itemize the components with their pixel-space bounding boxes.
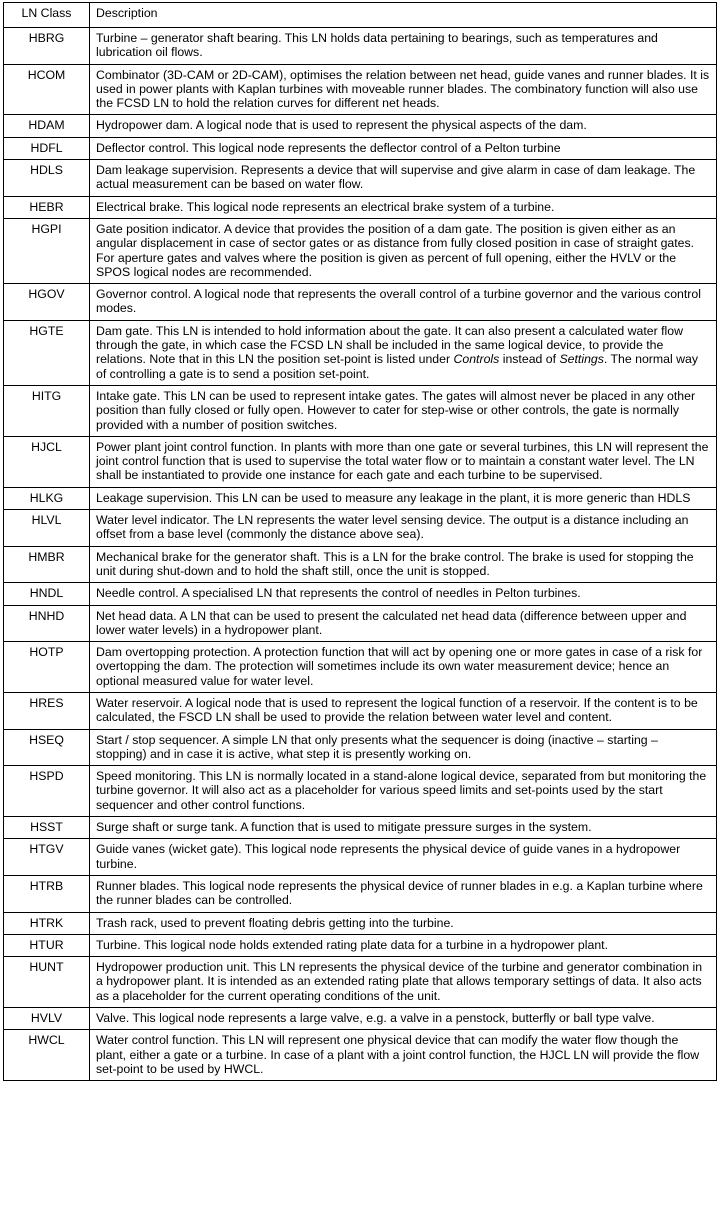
description-text: Deflector control. This logical node represents the deflector control of a Pelton turbine: [96, 140, 561, 155]
table-row: [4, 64, 717, 115]
description-text: Electrical brake. This logical node represents an electrical brake system of a turbine.: [96, 199, 555, 214]
description-text: Intake gate. This LN can be used to represent intake gates. The gates will almost never be placed in any other position than fully closed or fully open. However to cater for step-wise or other controls, the gate is normally provided with a number of position switches.: [96, 388, 696, 432]
ln-class-table: [3, 2, 717, 1081]
ln-class-cell: HNDL: [4, 583, 90, 605]
table-body: [4, 28, 717, 1081]
table-row: [4, 385, 717, 436]
ln-class-cell: HGOV: [4, 284, 90, 321]
header-description: Description: [90, 3, 717, 28]
table-row: [4, 196, 717, 218]
table-row: [4, 817, 717, 839]
ln-class-cell: HLVL: [4, 510, 90, 547]
description-italic-term: Controls: [453, 352, 500, 367]
header-ln-class: LN Class: [4, 3, 90, 28]
description-text: Surge shaft or surge tank. A function that is used to mitigate pressure surges in the system.: [96, 820, 592, 835]
table-row: [4, 692, 717, 729]
table-row: [4, 934, 717, 956]
ln-class-cell: HSPD: [4, 766, 90, 817]
description-text: Water level indicator. The LN represents the water level sensing device. The output is a distance including an offset from a base level (commonly the distance above sea).: [96, 513, 689, 542]
table-row: [4, 1008, 717, 1030]
description-text: Runner blades. This logical node represents the physical device of runner blades in e.g. a Kaplan turbine where the runner blades can be controlled.: [96, 878, 703, 908]
table-row: [4, 28, 717, 65]
description-text: Needle control. A specialised LN that represents the control of needles in Pelton turbines.: [96, 586, 581, 601]
ln-class-cell: HDLS: [4, 160, 90, 197]
table-row: [4, 839, 717, 876]
description-cell: [90, 137, 717, 159]
description-cell: [90, 729, 717, 766]
table-row: [4, 487, 717, 509]
description-text: Dam gate. This LN is intended to hold information about the gate. It can also present a calculated water flow through the gate, in which case the FCSD LN shall be included in the same logical device, to provide the relations. Note that in this LN the position set-point is listed under: [96, 323, 683, 367]
ln-class-cell: HWCL: [4, 1030, 90, 1081]
ln-class-cell: HRES: [4, 692, 90, 729]
description-cell: [90, 28, 717, 65]
description-cell: [90, 817, 717, 839]
description-cell: [90, 218, 717, 283]
table-row: [4, 137, 717, 159]
description-text: Net head data. A LN that can be used to present the calculated net head data (difference between upper and lower water levels) in a hydropower plant.: [96, 608, 687, 637]
description-text: Combinator (3D-CAM or 2D-CAM), optimises the relation between net head, guide vanes and runner blades. It is used in power plants with Kaplan turbines with moveable runner blades. The combinatory function will also use the FCSD LN to hold the relation curves for different net heads.: [96, 67, 710, 111]
description-text: Turbine. This logical node holds extended rating plate data for a turbine in a hydropower plant.: [96, 937, 609, 952]
description-cell: [90, 583, 717, 605]
table-row: [4, 510, 717, 547]
table-row: [4, 912, 717, 934]
ln-class-cell: HOTP: [4, 642, 90, 693]
description-text: Turbine – generator shaft bearing. This LN holds data pertaining to bearings, such as temperatures and lubrication oil flows.: [96, 31, 658, 60]
description-text: Governor control. A logical node that represents the overall control of a turbine governor and the various control modes.: [96, 287, 701, 316]
description-cell: [90, 510, 717, 547]
ln-class-cell: HGPI: [4, 218, 90, 283]
ln-class-cell: HSST: [4, 817, 90, 839]
description-cell: [90, 934, 717, 956]
description-text: Hydropower dam. A logical node that is used to represent the physical aspects of the dam.: [96, 118, 587, 133]
description-cell: [90, 115, 717, 137]
description-text: Start / stop sequencer. A simple LN that only presents what the sequencer is doing (inactive – starting – stopping) and in case it is active, what step it is presently working on.: [96, 732, 658, 761]
description-cell: [90, 912, 717, 934]
description-cell: [90, 692, 717, 729]
description-text: Hydropower production unit. This LN represents the physical device of the turbine and generator combination in a hydropower plant. It is intended as an extended rating plate that allows temporary settings of data. It also acts as a placeholder for the current operating conditions of the unit.: [96, 960, 703, 1003]
ln-class-cell: HEBR: [4, 196, 90, 218]
description-text: Speed monitoring. This LN is normally located in a stand-alone logical device, separated from but monitoring the turbine governor. It will also act as a placeholder for various speed limits and set-points used by the start sequencer and other control functions.: [96, 769, 707, 812]
ln-class-cell: HSEQ: [4, 729, 90, 766]
description-cell: [90, 546, 717, 583]
table-row: [4, 875, 717, 912]
table-row: [4, 1030, 717, 1081]
description-text: Mechanical brake for the generator shaft. This is a LN for the brake control. The brake is used for stopping the unit during shut-down and to hold the shaft still, once the unit is stopped.: [96, 549, 694, 578]
description-cell: [90, 160, 717, 197]
description-cell: [90, 64, 717, 115]
ln-class-cell: HBRG: [4, 28, 90, 65]
description-text: Valve. This logical node represents a large valve, e.g. a valve in a penstock, butterfly or ball type valve.: [96, 1011, 655, 1026]
table-row: [4, 436, 717, 487]
description-text: Dam leakage supervision. Represents a device that will supervise and give alarm in case of dam leakage. The actual measurement can be based on water flow.: [96, 163, 696, 192]
ln-class-cell: HVLV: [4, 1008, 90, 1030]
table-row: [4, 160, 717, 197]
description-cell: [90, 1030, 717, 1081]
description-text: Dam overtopping protection. A protection function that will act by opening one or more gates in case of a risk for overtopping the dam. The protection will sometimes include its own water measurement device; hence an optional measured value for water level.: [96, 645, 703, 688]
description-text: Power plant joint control function. In plants with more than one gate or several turbines, this LN will represent the joint control function that is used to supervise the total water flow or to maintain a constant water level. The LN shall be instantiated to provide one instance for each gate and each turbine to be supervised.: [96, 439, 709, 483]
ln-class-cell: HDAM: [4, 115, 90, 137]
ln-class-cell: HTRB: [4, 875, 90, 912]
ln-class-cell: HGTE: [4, 320, 90, 385]
ln-class-cell: HNHD: [4, 605, 90, 642]
description-cell: [90, 957, 717, 1008]
description-text: Water control function. This LN will represent one physical device that can modify the water flow though the plant, either a gate or a turbine. In case of a plant with a joint control function, the HJCL LN will provide the flow set-point to be used by HWCL.: [96, 1033, 700, 1076]
table-row: [4, 546, 717, 583]
description-text: Water reservoir. A logical node that is used to represent the logical function of a reservoir. If the content is to be calculated, the FSCD LN shall be used to provide the relation between water level and content.: [96, 695, 698, 725]
table-header-row: [4, 3, 717, 28]
description-text: Leakage supervision. This LN can be used to measure any leakage in the plant, it is more generic than HDLS: [96, 490, 691, 505]
description-text: Trash rack, used to prevent floating debris getting into the turbine.: [96, 915, 454, 930]
ln-class-cell: HDFL: [4, 137, 90, 159]
table-row: [4, 642, 717, 693]
description-text: . The normal way of controlling a gate is to send a position set-point.: [96, 352, 698, 381]
description-cell: [90, 436, 717, 487]
description-italic-term: Settings: [559, 352, 604, 367]
ln-class-cell: HJCL: [4, 436, 90, 487]
description-cell: [90, 642, 717, 693]
ln-class-cell: HITG: [4, 385, 90, 436]
ln-class-cell: HTUR: [4, 934, 90, 956]
description-text: Guide vanes (wicket gate). This logical node represents the physical device of guide vanes in a hydropower turbine.: [96, 842, 681, 871]
description-cell: [90, 1008, 717, 1030]
ln-class-cell: HCOM: [4, 64, 90, 115]
table-row: [4, 115, 717, 137]
table-row: [4, 284, 717, 321]
description-text: Gate position indicator. A device that provides the position of a dam gate. The position is given either as an angular displacement in case of sector gates or as distance from fully closed position in case of straight gates. For aperture gates and valves where the position is given as percent of full opening, either the HVLV or the SPOS logical nodes are recommended.: [96, 221, 695, 279]
description-cell: [90, 320, 717, 385]
table-row: [4, 583, 717, 605]
description-cell: [90, 839, 717, 876]
description-cell: [90, 284, 717, 321]
description-cell: [90, 766, 717, 817]
table-row: [4, 957, 717, 1008]
ln-class-cell: HMBR: [4, 546, 90, 583]
table-row: [4, 218, 717, 283]
description-text: instead of: [499, 352, 560, 367]
table-row: [4, 729, 717, 766]
ln-class-cell: HUNT: [4, 957, 90, 1008]
description-cell: [90, 196, 717, 218]
description-cell: [90, 385, 717, 436]
table-row: [4, 605, 717, 642]
ln-class-cell: HTRK: [4, 912, 90, 934]
ln-class-cell: HLKG: [4, 487, 90, 509]
ln-class-cell: HTGV: [4, 839, 90, 876]
description-cell: [90, 487, 717, 509]
description-cell: [90, 605, 717, 642]
table-row: [4, 766, 717, 817]
table-row: [4, 320, 717, 385]
description-cell: [90, 875, 717, 912]
